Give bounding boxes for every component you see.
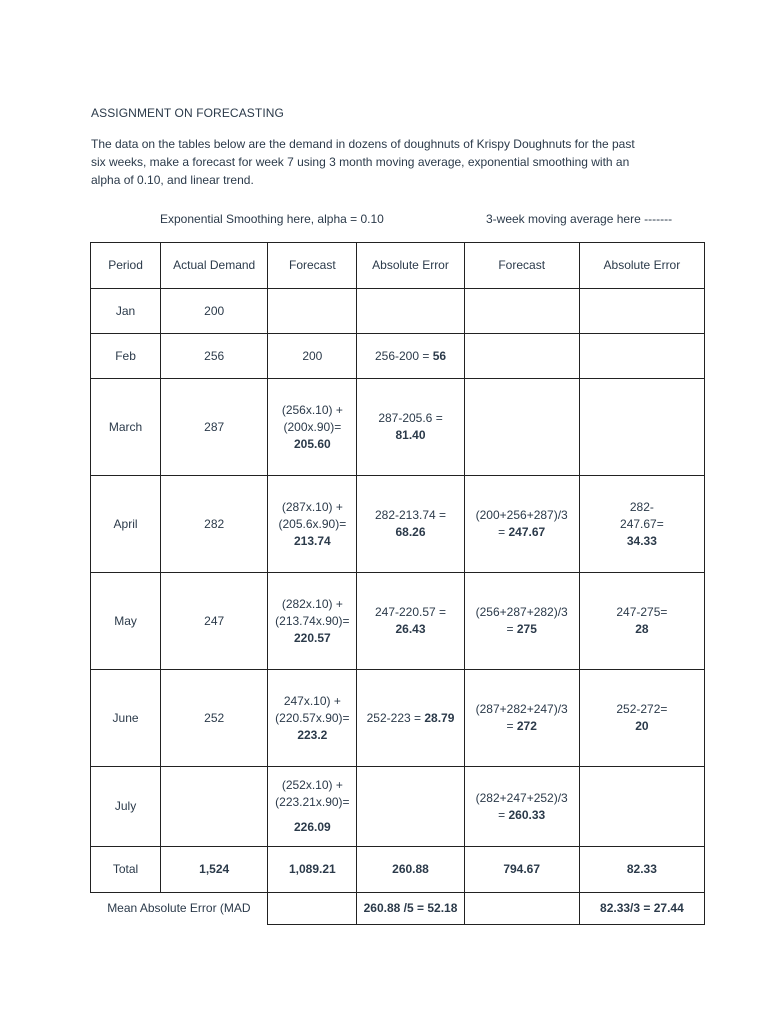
period-cell: April xyxy=(91,476,161,573)
es-forecast-line: (256x.10) + xyxy=(281,402,343,417)
page-title: ASSIGNMENT ON FORECASTING xyxy=(91,106,284,120)
forecast-table xyxy=(90,242,705,925)
es-forecast-value: 226.09 xyxy=(294,820,331,834)
es-forecast-line: 247x.10) + xyxy=(283,693,341,708)
ma-forecast-value: 275 xyxy=(516,622,537,636)
es-forecast-cell xyxy=(268,670,357,767)
ma-error-cell xyxy=(579,476,704,573)
mad-ma-error: 82.33/3 = 27.44 xyxy=(579,893,704,925)
actual-demand-cell: 282 xyxy=(161,476,268,573)
ma-forecast-cell xyxy=(464,334,579,379)
ma-forecast-prefix: = xyxy=(506,719,517,733)
total-ma-forecast: 794.67 xyxy=(464,847,579,893)
ma-forecast-line: (256+287+282)/3 xyxy=(475,605,568,619)
ma-forecast-cell xyxy=(464,670,579,767)
es-error-expression: 282-213.74 = xyxy=(374,508,447,522)
es-forecast-line: (252x.10) + xyxy=(281,778,343,792)
es-forecast-line: (213.74x.90)= xyxy=(275,613,350,628)
total-label: Total xyxy=(91,847,161,893)
total-row xyxy=(91,847,705,893)
es-forecast-line: (205.6x.90)= xyxy=(278,516,347,531)
header-actual-demand: Actual Demand xyxy=(161,243,268,289)
actual-demand-cell: 200 xyxy=(161,289,268,334)
es-forecast-line: (287x.10) + xyxy=(281,499,343,514)
ma-forecast-prefix: = xyxy=(498,807,509,822)
subtitle-exponential-smoothing: Exponential Smoothing here, alpha = 0.10 xyxy=(160,212,384,226)
intro-line: alpha of 0.10, and linear trend. xyxy=(91,173,254,187)
ma-forecast-cell xyxy=(464,573,579,670)
ma-forecast-value: 260.33 xyxy=(508,807,546,822)
ma-forecast-line: (282+247+252)/3 xyxy=(475,790,568,805)
intro-line: The data on the tables below are the demand in dozens of doughnuts of Krispy Doughnuts for the past xyxy=(91,137,635,151)
es-forecast-value: 220.57 xyxy=(294,630,331,645)
ma-error-line: 247-275= xyxy=(616,605,668,619)
period-cell: Jan xyxy=(91,289,161,334)
total-es-forecast: 1,089.21 xyxy=(268,847,357,893)
ma-error-line: 282- xyxy=(629,499,654,514)
es-error-cell xyxy=(357,334,464,379)
total-es-error: 260.88 xyxy=(357,847,464,893)
mad-row xyxy=(91,893,705,925)
total-ma-error: 82.33 xyxy=(579,847,704,893)
es-forecast-line: (223.21x.90)= xyxy=(275,795,350,809)
period-cell: July xyxy=(91,767,161,847)
ma-error-cell xyxy=(579,670,704,767)
ma-forecast-cell xyxy=(464,379,579,476)
ma-forecast-line: (287+282+247)/3 xyxy=(475,702,568,716)
es-forecast-value: 205.60 xyxy=(294,436,331,451)
es-error-cell xyxy=(357,476,464,573)
period-cell: March xyxy=(91,379,161,476)
period-cell: June xyxy=(91,670,161,767)
ma-error-line: 252-272= xyxy=(616,702,668,716)
actual-demand-cell: 287 xyxy=(161,379,268,476)
header-es-absolute-error: Absolute Error xyxy=(357,243,464,289)
actual-demand-cell: 256 xyxy=(161,334,268,379)
es-error-expression: 287-205.6 = xyxy=(378,411,443,425)
es-forecast-value: 213.74 xyxy=(294,533,331,548)
es-error-cell xyxy=(357,670,464,767)
es-forecast-line: (200x.90)= xyxy=(283,419,342,434)
ma-forecast-value: 272 xyxy=(516,719,537,733)
intro-paragraph xyxy=(91,135,691,189)
subtitle-moving-average: 3-week moving average here ------- xyxy=(486,212,673,226)
es-forecast-line: (220.57x.90)= xyxy=(275,710,350,725)
actual-demand-cell: 252 xyxy=(161,670,268,767)
es-error-value: 26.43 xyxy=(395,622,426,636)
es-forecast-cell xyxy=(268,379,357,476)
es-error-cell xyxy=(357,767,464,847)
es-error-value: 28.79 xyxy=(424,710,455,725)
ma-forecast-line: (200+256+287)/3 xyxy=(475,508,568,522)
es-forecast-line: (282x.10) + xyxy=(281,596,343,611)
actual-demand-cell: 247 xyxy=(161,573,268,670)
es-error-cell xyxy=(357,379,464,476)
table-row xyxy=(91,670,705,767)
total-actual: 1,524 xyxy=(161,847,268,893)
ma-error-value: 34.33 xyxy=(626,533,657,548)
ma-forecast-value: 247.67 xyxy=(508,525,546,539)
actual-demand-cell xyxy=(161,767,268,847)
ma-error-cell xyxy=(579,334,704,379)
ma-forecast-cell xyxy=(464,289,579,334)
ma-error-cell xyxy=(579,767,704,847)
es-error-value: 81.40 xyxy=(395,428,426,442)
es-error-expression: 247-220.57 = xyxy=(374,605,447,619)
mad-label: Mean Absolute Error (MAD xyxy=(91,893,268,925)
es-error-value: 68.26 xyxy=(395,525,426,539)
ma-error-cell xyxy=(579,289,704,334)
mad-es-forecast-cell xyxy=(268,893,357,925)
table-row xyxy=(91,573,705,670)
ma-error-value: 20 xyxy=(635,719,649,733)
ma-error-cell xyxy=(579,379,704,476)
es-error-cell xyxy=(357,289,464,334)
header-row xyxy=(91,243,705,289)
es-forecast-cell xyxy=(268,767,357,847)
table-row xyxy=(91,379,705,476)
es-error-expression: 252-223 = xyxy=(366,710,425,725)
ma-forecast-prefix: = xyxy=(506,622,517,636)
es-forecast-cell xyxy=(268,573,357,670)
es-forecast-cell: 200 xyxy=(268,334,357,379)
ma-error-line: 247.67= xyxy=(620,516,664,531)
es-forecast-value: 223.2 xyxy=(297,727,328,742)
ma-forecast-prefix: = xyxy=(498,525,509,539)
ma-forecast-cell xyxy=(464,476,579,573)
header-ma-absolute-error: Absolute Error xyxy=(579,243,704,289)
table-row xyxy=(91,767,705,847)
es-forecast-cell xyxy=(268,476,357,573)
ma-error-value: 28 xyxy=(635,622,649,636)
mad-es-error: 260.88 /5 = 52.18 xyxy=(357,893,464,925)
ma-error-cell xyxy=(579,573,704,670)
intro-line: six weeks, make a forecast for week 7 using 3 month moving average, exponential smoothing with an xyxy=(91,155,630,169)
mad-ma-forecast-cell xyxy=(464,893,579,925)
table-row xyxy=(91,289,705,334)
table-row xyxy=(91,476,705,573)
header-period: Period xyxy=(91,243,161,289)
es-error-expression: 256-200 = xyxy=(374,348,433,363)
table-row xyxy=(91,334,705,379)
period-cell: May xyxy=(91,573,161,670)
header-es-forecast: Forecast xyxy=(268,243,357,289)
es-forecast-cell xyxy=(268,289,357,334)
header-ma-forecast: Forecast xyxy=(464,243,579,289)
es-error-cell xyxy=(357,573,464,670)
period-cell: Feb xyxy=(91,334,161,379)
ma-forecast-cell xyxy=(464,767,579,847)
es-error-value: 56 xyxy=(432,348,447,363)
